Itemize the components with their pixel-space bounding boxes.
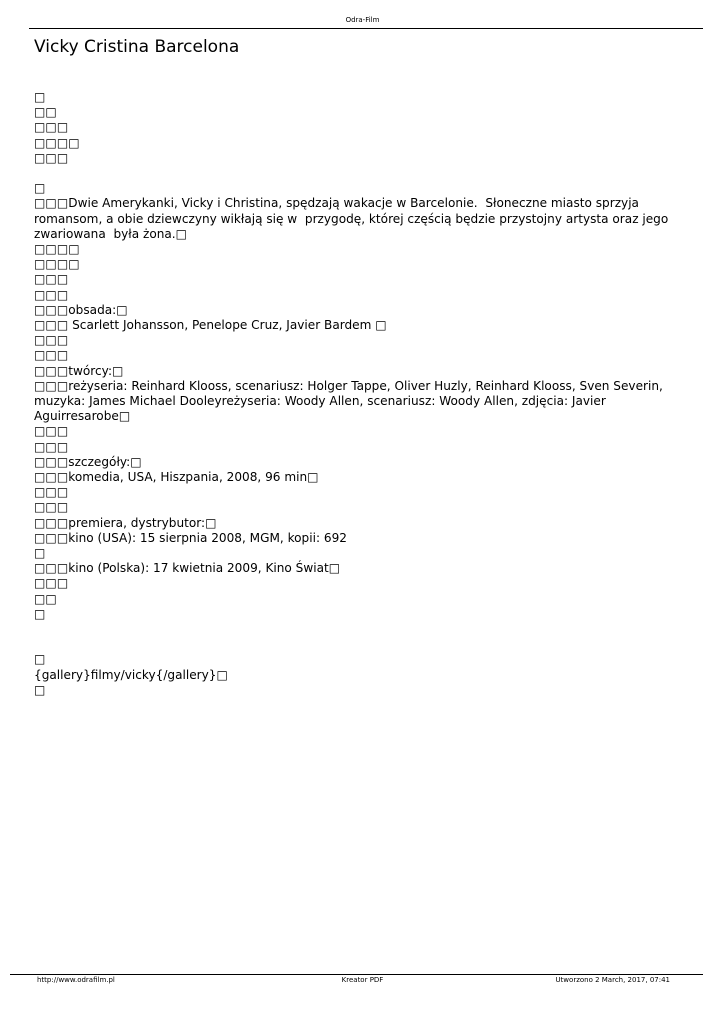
cast-value: □□□ Scarlett Johansson, Penelope Cruz, Javier Bardem □ [34, 318, 387, 333]
text-line: □□□ [34, 424, 69, 439]
article-body [34, 90, 689, 698]
text-line: □□□ [34, 287, 69, 302]
text-line: □□□□ [34, 135, 80, 150]
spacer [34, 622, 689, 652]
text-line: □□□□ [34, 257, 80, 272]
footer-generator: Kreator PDF [341, 976, 384, 984]
crew-label: □□□twórcy:□ [34, 363, 124, 378]
footer-url: http://www.odrafilm.pl [37, 976, 115, 984]
header-divider [29, 28, 703, 29]
footer-divider [10, 974, 703, 975]
text-line: □□ [34, 591, 57, 606]
text-line: □□□ [34, 439, 69, 454]
text-line: □ [34, 181, 46, 196]
text-line: □□□ [34, 120, 69, 135]
text-line: □□ [34, 105, 57, 120]
text-line: □□□ [34, 272, 69, 287]
text-line: □ [34, 546, 46, 561]
details-label: □□□szczegóły:□ [34, 454, 142, 469]
premiere-usa: □□□kino (USA): 15 sierpnia 2008, MGM, kopii: 692 [34, 530, 347, 545]
details-value: □□□komedia, USA, Hiszpania, 2008, 96 min□ [34, 470, 319, 485]
premiere-poland: □□□kino (Polska): 17 kwietnia 2009, Kino Świat□ [34, 561, 341, 576]
gallery-tag: {gallery}filmy/vicky{/gallery}□ [34, 667, 228, 682]
text-line: □□□□ [34, 242, 80, 257]
crew-value: □□□reżyseria: Reinhard Klooss, scenariusz: Holger Tappe, Oliver Huzly, Reinhard Klooss, Sven Severin, muzyka: James Michael Dooleyreżyseria: Woody Allen, scenariusz: Woody Allen, zdjęcia: Javier Aguirresarobe□ [34, 378, 667, 424]
text-line: □ [34, 606, 46, 621]
footer-created: Utworzono 2 March, 2017, 07:41 [555, 976, 670, 984]
text-line: □□□ [34, 500, 69, 515]
synopsis-paragraph: □□□Dwie Amerykanki, Vicky i Christina, spędzają wakacje w Barcelonie. Słoneczne miasto sprzyja romansom, a obie dziewczyny wikłają się w przygodę, której częścią będzie przystojny artysta oraz jego zwariowana była żona.□ [34, 196, 673, 241]
spacer [34, 166, 689, 181]
text-line: □ [34, 90, 46, 104]
text-line: □□□ [34, 333, 69, 348]
page-title: Vicky Cristina Barcelona [34, 37, 240, 57]
cast-label: □□□obsada:□ [34, 302, 128, 317]
text-line: □□□ [34, 348, 69, 363]
site-header: Odra-Film [345, 16, 380, 24]
text-line: □□□ [34, 150, 69, 165]
text-line: □□□ [34, 576, 69, 591]
text-line: □□□ [34, 485, 69, 500]
premiere-label: □□□premiera, dystrybutor:□ [34, 515, 217, 530]
text-line: □ [34, 652, 46, 667]
text-line: □ [34, 682, 46, 697]
